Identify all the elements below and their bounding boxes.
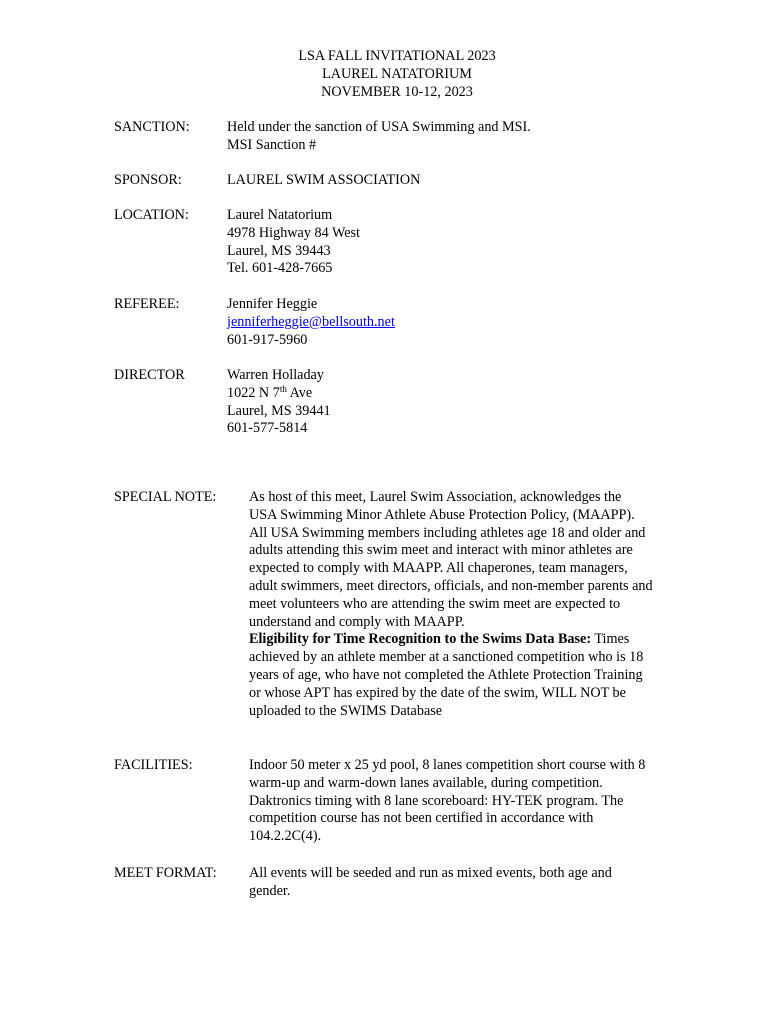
- referee-email-row: [227, 314, 395, 332]
- location-name: Laurel Natatorium: [227, 207, 333, 223]
- referee-name: Jennifer Heggie: [227, 296, 318, 312]
- eligibility-heading-tail: Times: [591, 631, 630, 648]
- eligibility-heading: Eligibility for Time Recognition to the Swims Data Base:: [249, 631, 592, 648]
- meet-format-body: [249, 865, 612, 901]
- facilities-line: 104.2.2C(4).: [249, 828, 322, 845]
- special-note-line: meet volunteers who are attending the swim meet are expected to: [249, 595, 621, 612]
- director-street-ordinal: th: [279, 383, 287, 394]
- location-phone: Tel. 601-428-7665: [227, 260, 333, 277]
- referee-email-link[interactable]: jenniferheggie@bellsouth.net: [227, 313, 395, 330]
- referee-label: REFEREE:: [114, 296, 180, 312]
- director-city: Laurel, MS 39441: [227, 402, 331, 419]
- sanction-line-2: MSI Sanction #: [227, 136, 317, 153]
- document-header: [0, 47, 770, 101]
- special-note-line: expected to comply with MAAPP. All chaperones, team managers,: [249, 560, 628, 577]
- facilities-line: Daktronics timing with 8 lane scoreboard: HY-TEK program. The: [249, 792, 624, 809]
- special-note-line: All USA Swimming members including athletes age 18 and older and: [249, 524, 646, 541]
- facilities-body: [249, 757, 645, 846]
- facilities-label: FACILITIES:: [114, 757, 193, 773]
- special-note-line: understand and comply with MAAPP.: [249, 613, 465, 630]
- special-note-label: SPECIAL NOTE:: [114, 489, 217, 505]
- director-street: [227, 385, 331, 403]
- sanction-value: [227, 119, 531, 155]
- referee-phone: 601-917-5960: [227, 331, 308, 348]
- sponsor-label: SPONSOR:: [114, 172, 182, 188]
- meet-title: LSA FALL INVITATIONAL 2023: [298, 48, 496, 64]
- sponsor-value: [227, 172, 420, 190]
- sanction-label: SANCTION:: [114, 119, 190, 135]
- eligibility-line: uploaded to the SWIMS Database: [249, 702, 443, 719]
- eligibility-heading-row: [249, 631, 653, 649]
- meet-format-line: gender.: [249, 882, 291, 899]
- location-street: 4978 Highway 84 West: [227, 224, 360, 241]
- location-value: [227, 207, 360, 278]
- facilities-line: competition course has not been certified in accordance with: [249, 810, 594, 827]
- eligibility-line: years of age, who have not completed the Athlete Protection Training: [249, 666, 643, 683]
- special-note-line: USA Swimming Minor Athlete Abuse Protection Policy, (MAAPP).: [249, 506, 635, 523]
- director-value: [227, 367, 331, 438]
- director-phone: 601-577-5814: [227, 420, 308, 437]
- meet-venue: LAUREL NATATORIUM: [322, 66, 472, 82]
- location-label: LOCATION:: [114, 207, 189, 223]
- director-name: Warren Holladay: [227, 367, 324, 383]
- special-note-line: As host of this meet, Laurel Swim Association, acknowledges the: [249, 489, 622, 505]
- director-street-name: Ave: [286, 384, 313, 401]
- meet-format-label: MEET FORMAT:: [114, 865, 217, 881]
- special-note-body: [249, 489, 653, 720]
- meet-dates: NOVEMBER 10-12, 2023: [321, 84, 473, 100]
- location-city: Laurel, MS 39443: [227, 242, 331, 259]
- eligibility-line: or whose APT has expired by the date of the swim, WILL NOT be: [249, 684, 626, 701]
- facilities-line: warm-up and warm-down lanes available, during competition.: [249, 774, 603, 791]
- special-note-line: adults attending this swim meet and interact with minor athletes are: [249, 542, 633, 559]
- director-street-number: 1022 N 7: [227, 384, 280, 401]
- sponsor-name: LAUREL SWIM ASSOCIATION: [227, 172, 421, 188]
- director-label: DIRECTOR: [114, 367, 185, 383]
- referee-value: [227, 296, 395, 349]
- special-note-line: adult swimmers, meet directors, officials, and non-member parents and: [249, 577, 653, 594]
- facilities-line: Indoor 50 meter x 25 yd pool, 8 lanes competition short course with 8: [249, 757, 646, 773]
- meet-format-line: All events will be seeded and run as mixed events, both age and: [249, 865, 612, 881]
- eligibility-line: achieved by an athlete member at a sanctioned competition who is 18: [249, 649, 644, 666]
- sanction-line-1: Held under the sanction of USA Swimming and MSI.: [227, 119, 531, 135]
